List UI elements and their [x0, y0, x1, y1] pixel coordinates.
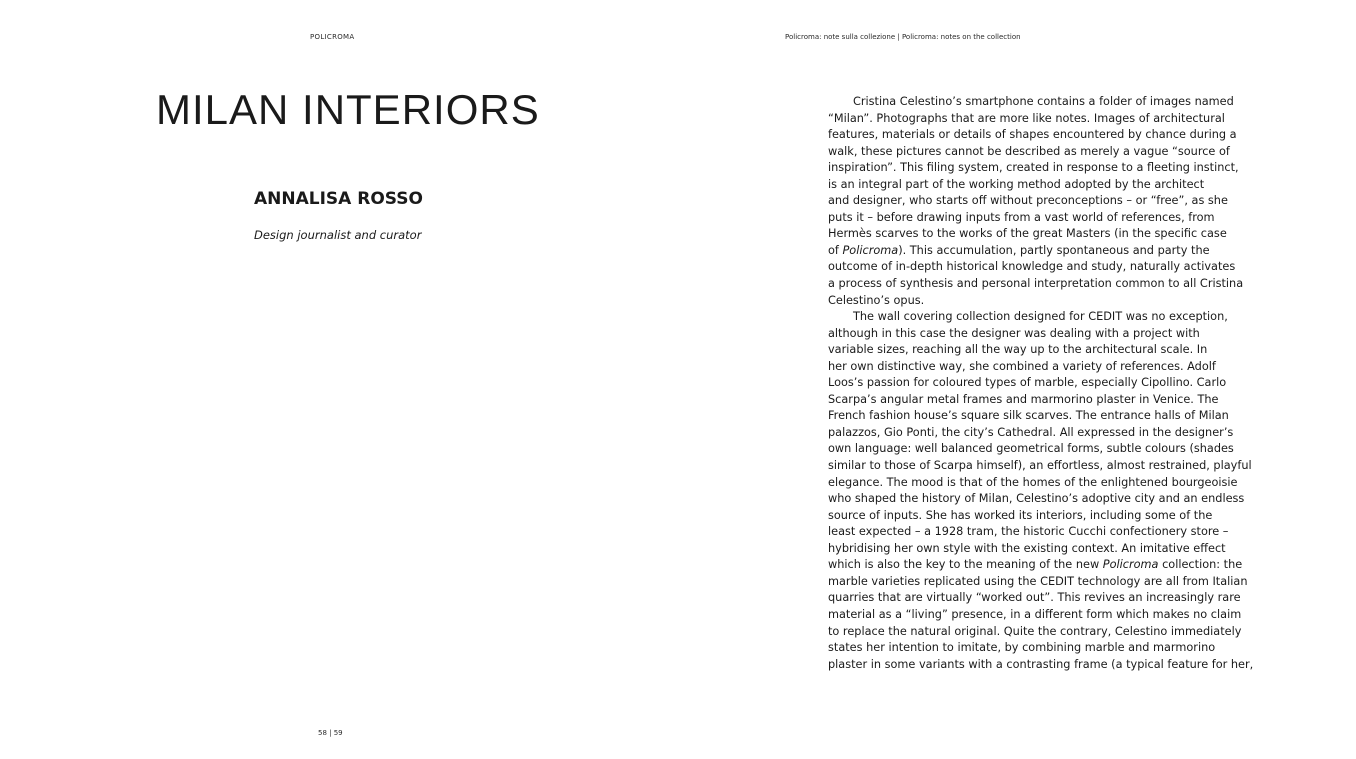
body-line [828, 425, 1234, 442]
body-line [828, 111, 1228, 128]
body-text-run: who shaped the history of Milan, Celestino’s adoptive city and an endless [828, 492, 1245, 506]
body-text-run: quarries that are virtually “worked out”. This revives an increasingly rare [828, 591, 1241, 605]
body-text-run: elegance. The mood is that of the homes of the enlightened bourgeoisie [828, 475, 1238, 489]
body-text-run: although in this case the designer was dealing with a project with [828, 326, 1200, 340]
body-text-run: walk, these pictures cannot be described as merely a vague “source of [828, 144, 1230, 158]
body-text-run: Scarpa’s angular metal frames and marmorino plaster in Venice. The [828, 392, 1219, 406]
body-line [828, 508, 1228, 525]
body-line [828, 326, 1228, 343]
body-text-run: of [828, 243, 843, 257]
body-line [828, 640, 1228, 657]
body-line [828, 94, 1234, 111]
body-text-run: outcome of in-depth historical knowledge and study, naturally activates [828, 260, 1236, 274]
body-line [828, 259, 1236, 276]
body-line [828, 342, 1228, 359]
body-line [828, 375, 1228, 392]
body-text-run: a process of synthesis and personal interpretation common to all Cristina [828, 277, 1244, 291]
body-text-run: French fashion house’s square silk scarves. The entrance halls of Milan [828, 409, 1229, 423]
body-text-run: palazzos, Gio Ponti, the city’s Cathedral. All expressed in the designer’s [828, 425, 1234, 439]
body-line [828, 408, 1228, 425]
author-role: Design journalist and curator [254, 228, 422, 242]
body-line [828, 458, 1252, 475]
body-text-run: “Milan”. Photographs that are more like notes. Images of architectural [828, 111, 1225, 125]
body-line [828, 657, 1254, 674]
body-text-run: variable sizes, reaching all the way up to the architectural scale. In [828, 343, 1208, 357]
running-head-right: Policroma: note sulla collezione | Policroma: notes on the collection [785, 33, 1021, 41]
body-text-run: is an integral part of the working method adopted by the architect [828, 177, 1205, 191]
running-head-left: POLICROMA [310, 33, 355, 41]
body-text-run: inspiration”. This filing system, created in response to a fleeting instinct, [828, 161, 1239, 175]
body-line [828, 160, 1239, 177]
body-line [828, 524, 1228, 541]
body-text-run: ). This accumulation, partly spontaneous and party the [898, 243, 1210, 257]
body-italic-text: Policroma [1102, 558, 1159, 572]
body-text-run: material as a “living” presence, in a different form which makes no claim [828, 607, 1242, 621]
body-line [828, 276, 1244, 293]
article-title: MILAN INTERIORS [156, 86, 540, 133]
body-text-run: source of inputs. She has worked its interiors, including some of the [828, 508, 1213, 522]
body-line [828, 144, 1228, 161]
body-text-run: The wall covering collection designed for CEDIT was no exception, [853, 310, 1228, 324]
body-text-run: Cristina Celestino’s smartphone contains a folder of images named [853, 95, 1234, 108]
body-text-run: to replace the natural original. Quite the contrary, Celestino immediately [828, 624, 1242, 638]
page-numbers: 58 | 59 [318, 729, 343, 737]
body-line [828, 309, 1228, 326]
body-text-run: features, materials or details of shapes encountered by chance during a [828, 128, 1237, 142]
body-line [828, 574, 1248, 591]
body-line [828, 177, 1228, 194]
body-line [828, 243, 1228, 260]
body-text-run: puts it – before drawing inputs from a vast world of references, from [828, 210, 1215, 224]
body-text-run: plaster in some variants with a contrasting frame (a typical feature for her, [828, 657, 1254, 671]
body-line [828, 541, 1228, 558]
body-text-run: hybridising her own style with the existing context. An imitative effect [828, 541, 1226, 555]
body-line [828, 590, 1241, 607]
body-line [828, 127, 1237, 144]
body-line [828, 607, 1242, 624]
body-line [828, 359, 1228, 376]
body-text-run: her own distinctive way, she combined a variety of references. Adolf [828, 359, 1216, 373]
body-line [828, 441, 1234, 458]
body-text-run: similar to those of Scarpa himself), an effortless, almost restrained, playful [828, 459, 1252, 473]
body-text-run: Hermès scarves to the works of the great Masters (in the specific case [828, 227, 1227, 241]
author-name: ANNALISA ROSSO [254, 189, 423, 209]
body-text-run: Loos’s passion for coloured types of marble, especially Cipollino. Carlo [828, 376, 1227, 390]
body-text-run: collection: the [1158, 558, 1243, 572]
body-text-run: which is also the key to the meaning of the new [828, 558, 1103, 572]
body-line [828, 475, 1238, 492]
body-line [828, 210, 1228, 227]
body-text-run: own language: well balanced geometrical forms, subtle colours (shades [828, 442, 1234, 456]
body-line [828, 193, 1228, 210]
article-body [828, 94, 1254, 673]
body-line [828, 293, 1228, 310]
body-text-run: and designer, who starts off without preconceptions – or “free”, as she [828, 194, 1228, 208]
body-text-run: states her intention to imitate, by combining marble and marmorino [828, 641, 1216, 655]
body-text-run: marble varieties replicated using the CEDIT technology are all from Italian [828, 574, 1248, 588]
body-line [828, 491, 1245, 508]
body-text-run: least expected – a 1928 tram, the historic Cucchi confectionery store – [828, 525, 1229, 539]
body-line [828, 392, 1228, 409]
body-line [828, 557, 1243, 574]
body-text-run: Celestino’s opus. [828, 293, 925, 307]
body-italic-text: Policroma [842, 243, 899, 257]
body-line [828, 226, 1228, 243]
body-line [828, 624, 1242, 641]
